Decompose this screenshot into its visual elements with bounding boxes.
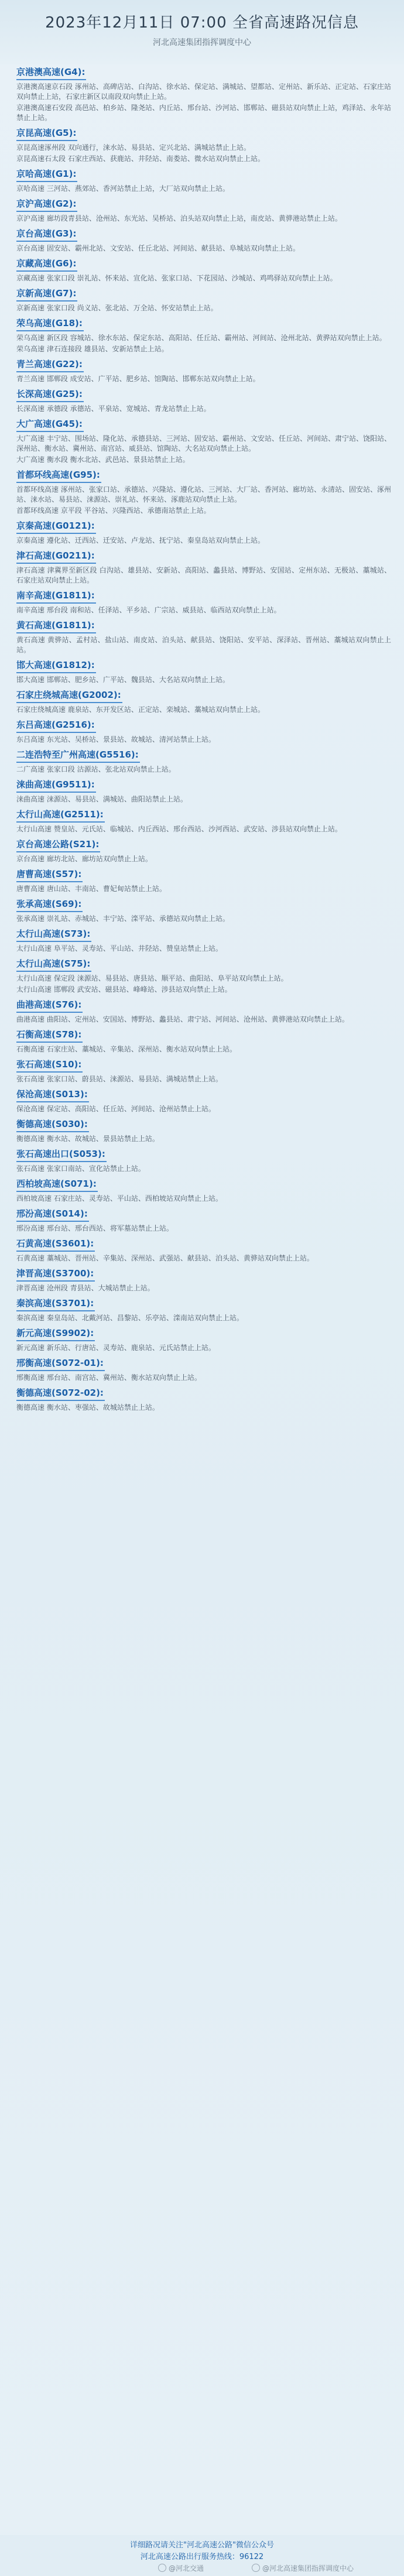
- road-section-paragraph: 邯大高速 邯郸站、肥乡站、广平站、魏县站、大名站双向禁止上站。: [16, 676, 230, 684]
- road-section-title: 涞曲高速(G9511):: [16, 778, 96, 793]
- road-section-paragraph: 津石高速 津冀界至新区段 白沟站、雄县站、安新站、高阳站、蠡县站、博野站、安国站、定州东站、无极站、藁城站、石家庄站双向禁止上站。: [16, 566, 391, 584]
- road-section: [16, 1356, 391, 1383]
- road-section-paragraph: 西柏坡高速 石家庄站、灵寿站、平山站、西柏坡站双向禁止上站。: [16, 1194, 222, 1203]
- road-section-title: 京台高速公路(S21):: [16, 838, 100, 852]
- road-section: [16, 1118, 391, 1144]
- road-section-paragraph: 黄石高速 黄骅站、孟村站、盐山站、南皮站、泊头站、献县站、饶阳站、安平站、深泽站、晋州站、藁城站双向禁止上站。: [16, 636, 391, 654]
- road-section: [16, 688, 391, 715]
- road-section-title: 京哈高速(G1):: [16, 167, 77, 182]
- road-section-paragraph: 京昆高速石太段 石家庄西站、获鹿站、井陉站、南娄站、微水站双向禁止上站。: [16, 155, 265, 163]
- road-section: [16, 126, 391, 164]
- watermark-right-text: @河北高速集团指挥调度中心: [262, 2564, 354, 2572]
- road-section-title: 津石高速(G0211):: [16, 549, 96, 564]
- road-section-paragraph: 二广高速 张家口段 沽源站、张北站双向禁止上站。: [16, 765, 176, 773]
- road-section-title: 太行山高速(G2511):: [16, 808, 105, 823]
- road-section-paragraph: 京哈高速 三河站、燕郊站、香河站禁止上站，大厂站双向禁止上站。: [16, 184, 230, 193]
- road-section-paragraph: 京台高速 廊坊北站、廊坊站双向禁止上站。: [16, 855, 152, 863]
- road-section: [16, 317, 391, 354]
- road-section: [16, 927, 391, 954]
- road-section-title: 东吕高速(G2516):: [16, 718, 96, 733]
- road-section-title: 京昆高速(G5):: [16, 126, 77, 141]
- road-section: [16, 227, 391, 254]
- road-section-paragraph: 太行山高速 赞皇站、元氏站、临城站、内丘西站、邢台西站、沙河西站、武安站、涉县站双向禁止上站。: [16, 825, 342, 833]
- road-section: [16, 718, 391, 745]
- road-section-title: 邢汾高速(S014):: [16, 1207, 89, 1222]
- road-section-paragraph: 首都环线高速 涿州站、张家口站、承德站、兴隆站、遵化站、三河站、大厂站、香河站、廊坊站、永清站、固安站、涿州站、涞水站、易县站、涞源站、崇礼站、怀来站、涿鹿站双向禁止上站。: [16, 485, 391, 503]
- road-section-title: 衡德高速(S030):: [16, 1118, 89, 1132]
- road-section-paragraph: 京藏高速 张家口段 崇礼站、怀来站、宣化站、张家口站、下花园站、沙城站、鸡鸣驿站双向禁止上站。: [16, 274, 337, 282]
- road-section-paragraph: 京昆高速涿州段 双向通行，涞水站、易县站、定兴北站、满城站禁止上站。: [16, 143, 251, 152]
- road-section-paragraph: 太行山高速 保定段 涞源站、易县站、唐县站、顺平站、曲阳站、阜平站双向禁止上站。: [16, 974, 288, 982]
- road-section-paragraph: 石衡高速 石家庄站、藁城站、辛集站、深州站、衡水站双向禁止上站。: [16, 1045, 237, 1053]
- road-section: [16, 1028, 391, 1054]
- road-section-paragraph: 太行山高速 阜平站、灵寿站、平山站、井陉站、赞皇站禁止上站。: [16, 944, 222, 953]
- road-section: [16, 998, 391, 1025]
- road-section: [16, 388, 391, 414]
- road-section: [16, 358, 391, 384]
- road-section-title: 唐曹高速(S57):: [16, 868, 83, 882]
- road-section: [16, 957, 391, 995]
- road-section: [16, 659, 391, 685]
- road-section-title: 京沪高速(G2):: [16, 197, 77, 212]
- road-section-title: 荣乌高速(G18):: [16, 317, 84, 331]
- road-section-title: 大广高速(G45):: [16, 417, 84, 432]
- road-section: [16, 1058, 391, 1084]
- road-section-paragraph: 首都环线高速 京平段 平谷站、兴隆西站、承德南站禁止上站。: [16, 506, 211, 515]
- road-section: [16, 868, 391, 894]
- road-section: [16, 519, 391, 546]
- road-section: [16, 778, 391, 804]
- road-section-paragraph: 曲港高速 曲阳站、定州站、安国站、博野站、蠡县站、肃宁站、河间站、沧州站、黄骅港站双向禁止上站。: [16, 1015, 349, 1023]
- weibo-icon: [252, 2564, 260, 2572]
- road-section-title: 邯大高速(G1812):: [16, 659, 96, 673]
- road-section-title: 京台高速(G3):: [16, 227, 77, 242]
- road-section-title: 京秦高速(G0121):: [16, 519, 96, 534]
- road-section-title: 新元高速(S9902):: [16, 1327, 95, 1341]
- road-section: [16, 549, 391, 585]
- road-section-title: 曲港高速(S76):: [16, 998, 83, 1013]
- road-section: [16, 1386, 391, 1413]
- road-section-paragraph: 南辛高速 邢台段 南和站、任泽站、平乡站、广宗站、威县站、临西站双向禁止上站。: [16, 606, 281, 614]
- road-section-title: 张承高速(S69):: [16, 898, 83, 912]
- road-section-paragraph: 大广高速 丰宁站、围场站、隆化站、承德县站、三河站、固安站、霸州站、文安站、任丘站、河间站、肃宁站、饶阳站、深州站、衡水站、冀州站、南宫站、威县站、馆陶站、大名站双向禁止上站。: [16, 434, 391, 453]
- road-section: [16, 1147, 391, 1174]
- road-section-title: 保沧高速(S013):: [16, 1088, 89, 1102]
- road-section-paragraph: 邢衡高速 邢台站、南宫站、冀州站、衡水站双向禁止上站。: [16, 1373, 201, 1382]
- notice-content: [16, 66, 391, 1416]
- road-section-paragraph: 太行山高速 邯郸段 武安站、磁县站、峰峰站、涉县站双向禁止上站。: [16, 985, 232, 994]
- header: [0, 0, 404, 64]
- road-section-title: 太行山高速(S73):: [16, 927, 91, 942]
- road-section-paragraph: 大广高速 衡水段 衡水北站、武邑站、景县站禁止上站。: [16, 455, 190, 464]
- road-section: [16, 898, 391, 924]
- watermark-left: [158, 2563, 204, 2573]
- road-section-paragraph: 秦滨高速 秦皇岛站、北戴河站、昌黎站、乐亭站、滦南站双向禁止上站。: [16, 1314, 244, 1322]
- road-section: [16, 1177, 391, 1204]
- road-section-paragraph: 邢汾高速 邢台站、邢台西站、将军墓站禁止上站。: [16, 1224, 173, 1232]
- road-section-title: 黄石高速(G1811):: [16, 619, 96, 633]
- footer-line-2: 河北高速公路出行服务热线：96122: [140, 2553, 264, 2561]
- road-section-paragraph: 京秦高速 遵化站、迁西站、迁安站、卢龙站、抚宁站、秦皇岛站双向禁止上站。: [16, 536, 265, 544]
- road-section-title: 青兰高速(G22):: [16, 358, 84, 372]
- page-subtitle: 河北高速集团指挥调度中心: [153, 38, 251, 47]
- road-section-title: 首都环线高速(G95):: [16, 468, 101, 483]
- road-section: [16, 197, 391, 224]
- road-section: [16, 1207, 391, 1234]
- road-section-title: 京港澳高速(G4):: [16, 66, 86, 80]
- road-section: [16, 257, 391, 283]
- road-section-title: 石黄高速(S3601):: [16, 1237, 95, 1252]
- road-section-paragraph: 青兰高速 邯郸段 成安站、广平站、肥乡站、馆陶站、邯郸东站双向禁止上站。: [16, 375, 260, 383]
- road-section-paragraph: 衡德高速 衡水站、故城站、景县站禁止上站。: [16, 1135, 159, 1143]
- road-section-paragraph: 张石高速 张家口南站、宣化站禁止上站。: [16, 1164, 145, 1173]
- road-section-title: 长深高速(G25):: [16, 388, 84, 402]
- road-section-paragraph: 荣乌高速 新区段 容城站、徐水东站、保定东站、高阳站、任丘站、霸州站、河间站、沧州北站、黄骅站双向禁止上站。: [16, 334, 386, 342]
- road-section-paragraph: 京港澳高速石安段 高邑站、柏乡站、隆尧站、内丘站、邢台站、沙河站、邯郸站、磁县站双向禁止上站，鸡泽站、永年站禁止上站。: [16, 104, 391, 122]
- road-section: [16, 1267, 391, 1293]
- road-section-paragraph: 京港澳高速京石段 涿州站、高碑店站、白沟站、徐水站、保定站、满城站、望都站、定州站、新乐站、正定站、石家庄站双向禁止上站，石家庄新区以南段双向禁止上站。: [16, 83, 391, 101]
- road-section-title: 石家庄绕城高速(G2002):: [16, 688, 122, 703]
- road-section: [16, 66, 391, 123]
- road-section-paragraph: 津晋高速 沧州段 青县站、大城站禁止上站。: [16, 1284, 155, 1292]
- road-section-paragraph: 保沧高速 保定站、高阳站、任丘站、河间站、沧州站禁止上站。: [16, 1105, 215, 1113]
- road-section-title: 张石高速出口(S053):: [16, 1147, 107, 1162]
- watermark-left-text: @河北交通: [169, 2564, 204, 2572]
- road-section-paragraph: 京新高速 张家口段 尚义站、张北站、万全站、怀安站禁止上站。: [16, 304, 218, 312]
- road-section-title: 西柏坡高速(S071):: [16, 1177, 98, 1192]
- watermark-right: [252, 2563, 354, 2573]
- road-section: [16, 1327, 391, 1353]
- road-section-paragraph: 荣乌高速 津石连接段 雄县站、安新站禁止上站。: [16, 345, 169, 353]
- road-section-paragraph: 长深高速 承德段 承德站、平泉站、宽城站、青龙站禁止上站。: [16, 405, 211, 413]
- road-section-paragraph: 石家庄绕城高速 鹿泉站、东开发区站、正定站、栾城站、藁城站双向禁止上站。: [16, 705, 265, 714]
- road-section-title: 邢衡高速(S072-01):: [16, 1356, 105, 1371]
- road-section: [16, 619, 391, 655]
- road-section-title: 石衡高速(S78):: [16, 1028, 83, 1043]
- road-section-title: 张石高速(S10):: [16, 1058, 83, 1073]
- road-section: [16, 468, 391, 516]
- footer-line-1: 详细路况请关注"河北高速公路"微信公众号: [130, 2541, 274, 2550]
- page-title: 2023年12月11日 07:00 全省高速路况信息: [45, 14, 359, 32]
- road-section: [16, 167, 391, 194]
- weibo-icon: [158, 2564, 166, 2572]
- road-section: [16, 838, 391, 864]
- road-section-paragraph: 衡德高速 衡水站、枣强站、故城站禁止上站。: [16, 1403, 159, 1412]
- road-section: [16, 1297, 391, 1323]
- road-section-paragraph: 京台高速 固安站、霸州北站、文安站、任丘北站、河间站、献县站、阜城站双向禁止上站。: [16, 244, 300, 252]
- road-section-paragraph: 东吕高速 东光站、吴桥站、景县站、故城站、清河站禁止上站。: [16, 735, 215, 744]
- road-section-paragraph: 张石高速 张家口站、蔚县站、涞源站、易县站、满城站禁止上站。: [16, 1075, 222, 1083]
- road-section-paragraph: 京沪高速 廊坊段青县站、沧州站、东光站、吴桥站、泊头站双向禁止上站，南皮站、黄骅港站禁止上站。: [16, 214, 342, 222]
- road-section-title: 衡德高速(S072-02):: [16, 1386, 105, 1401]
- road-section-title: 京藏高速(G6):: [16, 257, 77, 272]
- road-section: [16, 287, 391, 313]
- road-section-title: 太行山高速(S75):: [16, 957, 91, 972]
- road-section: [16, 1237, 391, 1263]
- road-section-paragraph: 石黄高速 藁城站、晋州站、辛集站、深州站、武强站、献县站、泊头站、黄骅站双向禁止上站。: [16, 1254, 314, 1262]
- road-section: [16, 589, 391, 615]
- road-section-title: 二连浩特至广州高速(G5516):: [16, 748, 140, 763]
- road-section: [16, 1088, 391, 1114]
- road-section: [16, 808, 391, 834]
- road-section-title: 京新高速(G7):: [16, 287, 77, 302]
- road-section-paragraph: 新元高速 新乐站、行唐站、灵寿站、鹿泉站、元氏站禁止上站。: [16, 1344, 215, 1352]
- road-section-title: 南辛高速(G1811):: [16, 589, 96, 604]
- road-section-paragraph: 唐曹高速 唐山站、丰南站、曹妃甸站禁止上站。: [16, 885, 166, 893]
- road-section: [16, 417, 391, 465]
- road-section-paragraph: 涞曲高速 涞源站、易县站、满城站、曲阳站禁止上站。: [16, 795, 187, 803]
- road-section-title: 秦滨高速(S3701):: [16, 1297, 95, 1311]
- road-section-title: 津晋高速(S3700):: [16, 1267, 95, 1282]
- road-section: [16, 748, 391, 775]
- road-section-paragraph: 张承高速 崇礼站、赤城站、丰宁站、滦平站、承德站双向禁止上站。: [16, 914, 230, 923]
